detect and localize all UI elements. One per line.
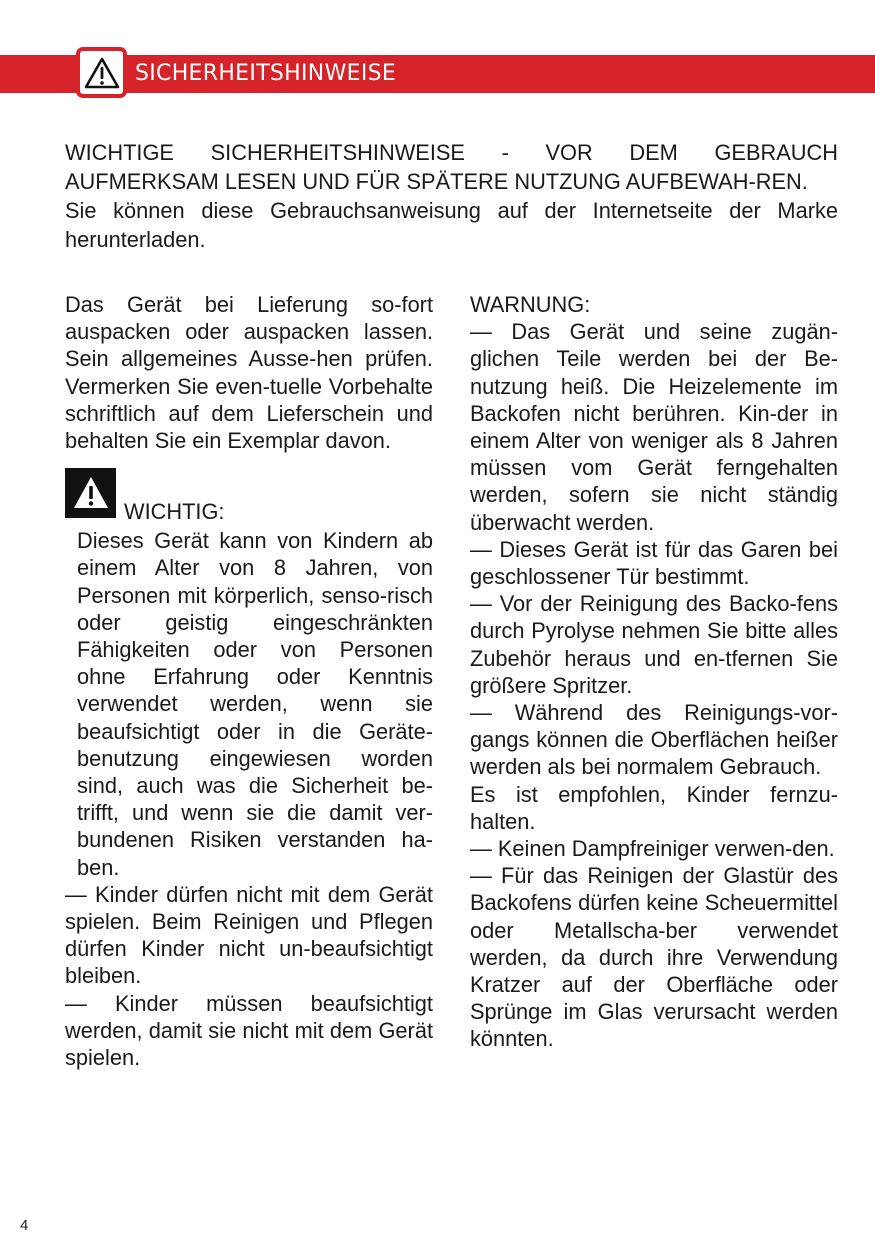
delivery-paragraph: Das Gerät bei Lieferung so-fort auspacken oder auspacken lassen. Sein allgemeines Ausse-hen prüfen. Vermerken Sie even-tuelle Vorbehalte schriftlich auf dem Lieferschein und behalten Sie ein Exemplar davon. [65,292,433,454]
page-number: 4 [20,1217,29,1234]
warning-triangle-icon [76,47,127,98]
bullet-item: — Kinder dürfen nicht mit dem Gerät spielen. Beim Reinigen und Pflegen dürfen Kinder nicht un-beaufsichtigt bleiben. [65,881,433,989]
important-block [65,468,433,881]
intro-heading: WICHTIGE SICHERHEITSHINWEISE - VOR DEM GEBRAUCH AUFMERKSAM LESEN UND FÜR SPÄTERE NUTZUNG AUFBEWAH-REN. [65,140,838,194]
warning-paragraph: — Vor der Reinigung des Backo-fens durch Pyrolyse nehmen Sie bitte alles Zubehör heraus und en-tfernen Sie größere Spritzer. [470,591,838,698]
warning-paragraph: — Keinen Dampfreiniger verwen-den. [470,836,835,862]
right-column [470,291,838,1053]
warning-paragraph: — Dieses Gerät ist für das Garen bei geschlossener Tür bestimmt. [470,536,838,590]
left-column [65,291,433,1071]
warning-paragraph: — Während des Reinigungs-vor-gangs können die Oberflächen heißer werden als bei normalem Gebrauch. [470,700,838,780]
section-title: SICHERHEITSHINWEISE [135,61,397,86]
important-warning-icon [65,468,116,518]
download-note: Sie können diese Gebrauchsanweisung auf der Internetseite der Marke herunterladen. [65,198,838,252]
intro-block [65,138,838,254]
warning-paragraph: — Für das Reinigen der Glastür des Backofens dürfen keine Scheuermittel oder Metallscha-ber verwendet werden, da durch ihre Verwendung Kratzer auf der Oberfläche oder Sprünge im Glas verursacht werden könnten. [470,863,838,1052]
warning-label: WARNUNG: [470,292,591,317]
warning-paragraph: Es ist empfohlen, Kinder fernzu-halten. [470,781,838,834]
important-paragraph: Dieses Gerät kann von Kindern ab einem Alter von 8 Jahren, von Personen mit körperlich, senso-risch oder geistig eingeschränkten Fähigkeiten oder von Personen ohne Erfahrung oder Kenntnis verwendet werden, wenn sie beaufsichtigt oder in die Geräte-benutzung eingewiesen worden sind, auch was die Sicherheit be-trifft, und wenn sie die damit ver-bundenen Risiken verstanden ha-ben. [77,528,433,880]
warning-paragraph: — Das Gerät und seine zugän-glichen Teile werden bei der Be-nutzung heiß. Die Heizelemente im Backofen nicht berühren. Kin-der in einem Alter von weniger als 8 Jahren müssen vom Gerät ferngehalten werden, sofern sie nicht ständig überwacht werden. [470,319,838,535]
section-banner [0,55,875,93]
bullet-item: — Kinder müssen beaufsichtigt werden, damit sie nicht mit dem Gerät spielen. [65,990,433,1071]
important-label: WICHTIG: [124,499,225,525]
